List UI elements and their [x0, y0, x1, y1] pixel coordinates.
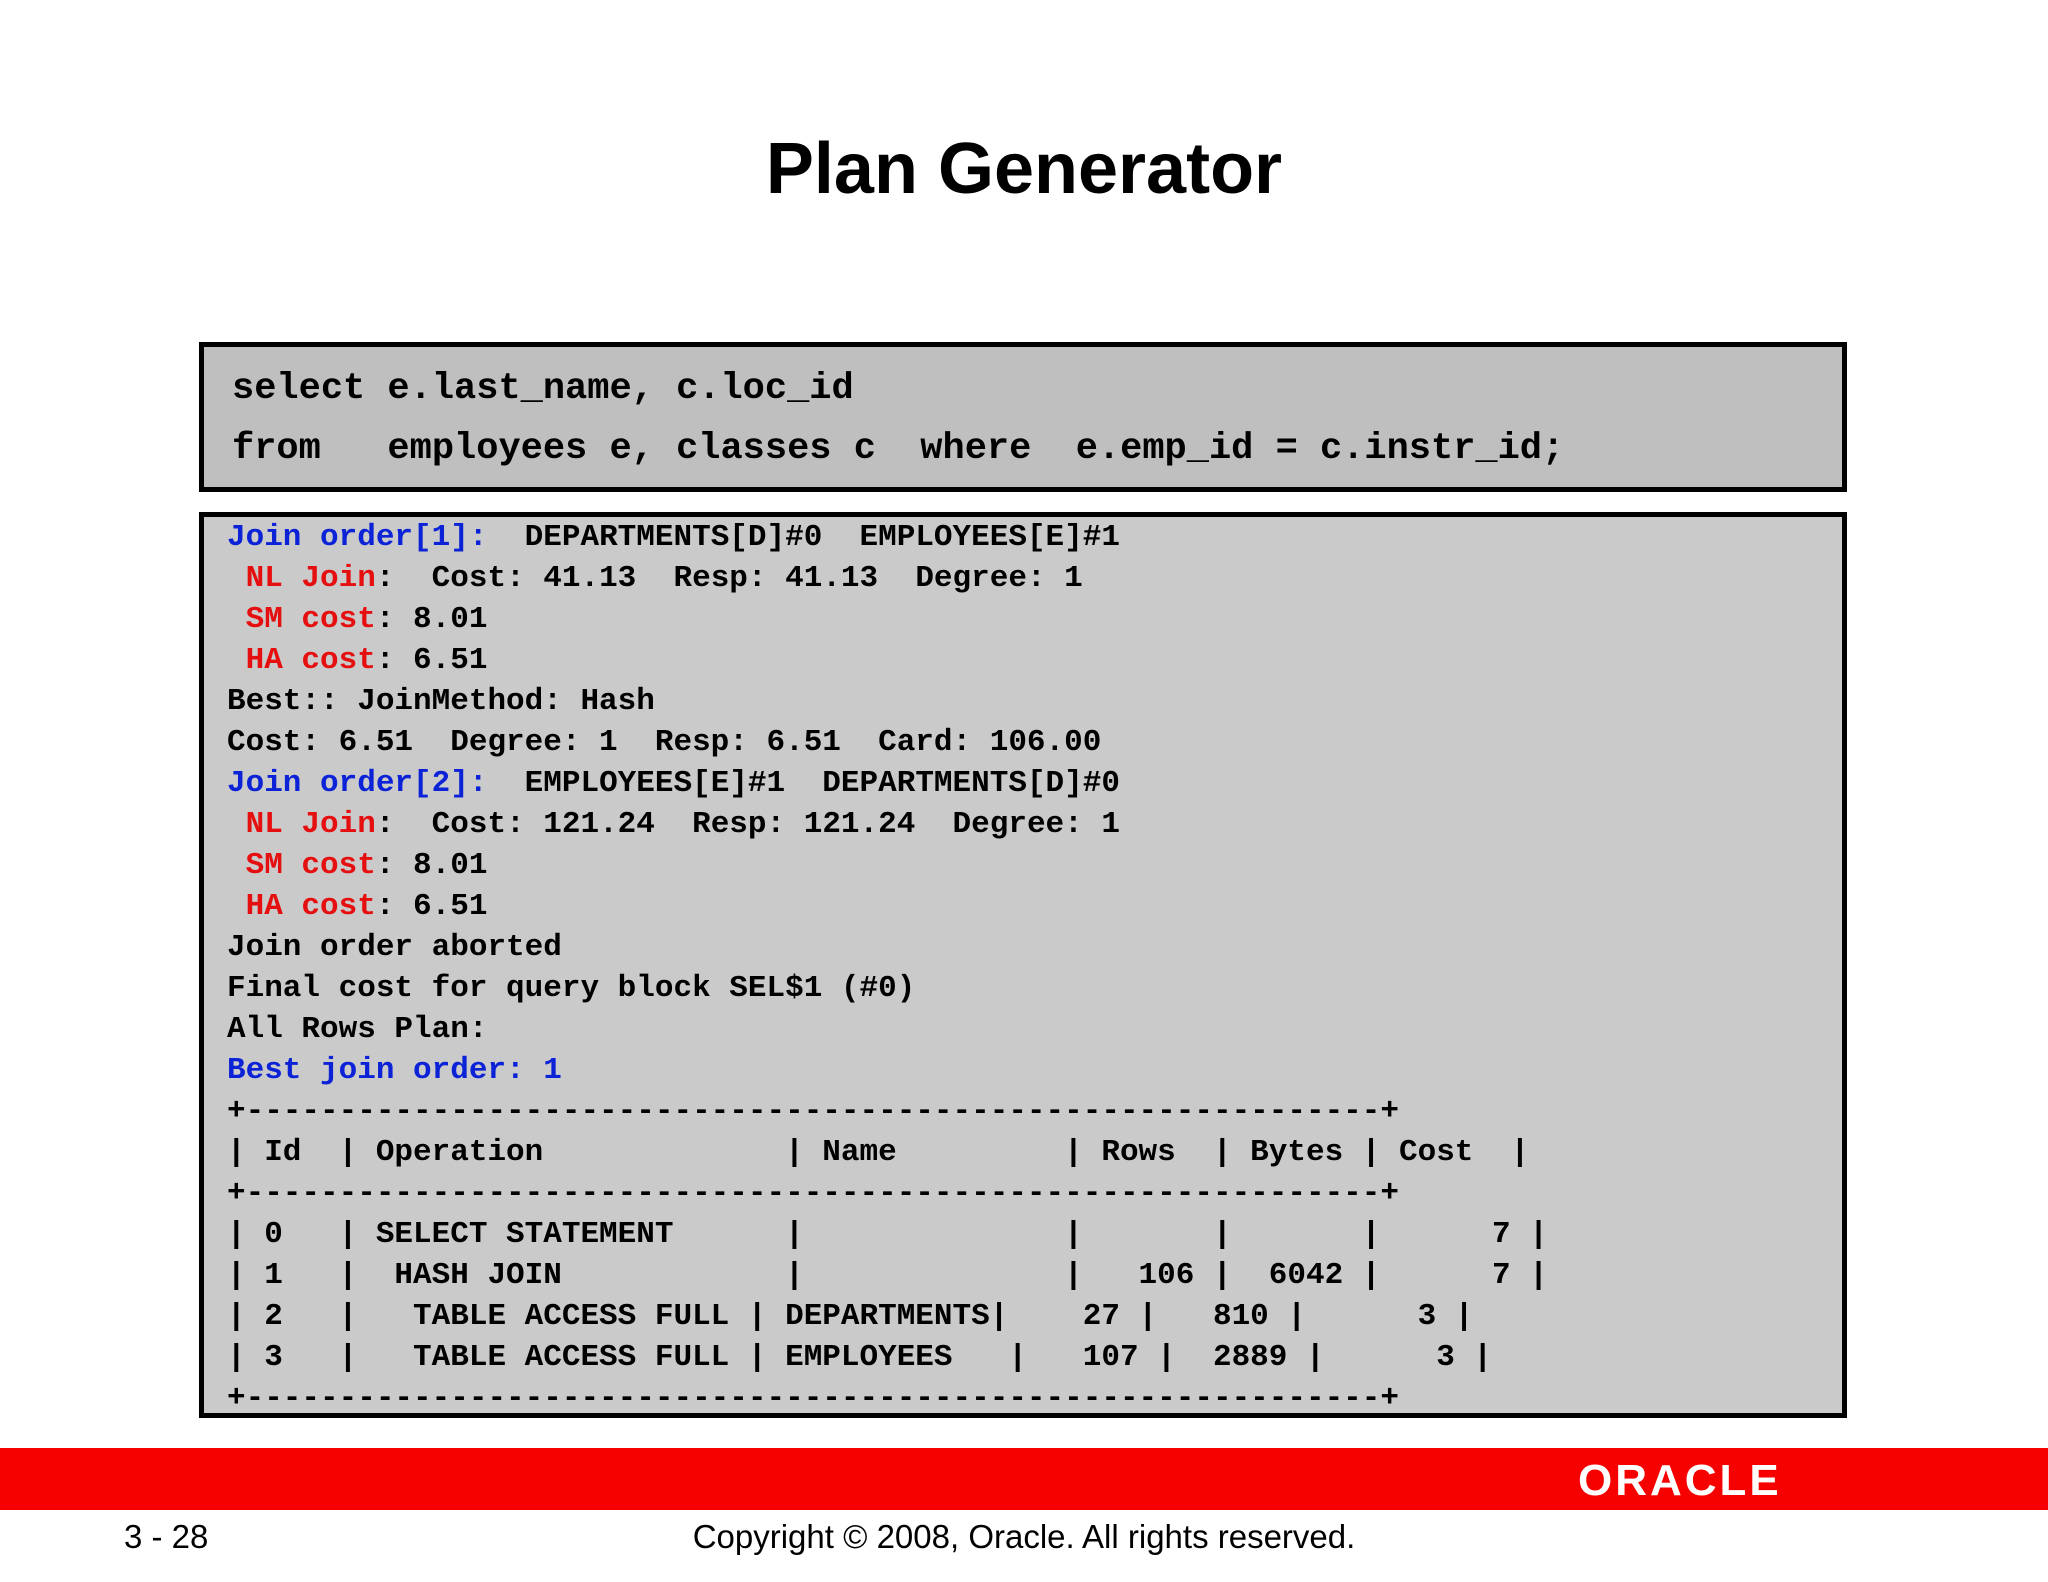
trace-sm-cost-1	[227, 602, 487, 638]
nl-join-label: NL Join	[245, 561, 376, 596]
ha-cost-label: HA cost	[245, 643, 376, 678]
plan-table-border-bottom: +-------------------------------------------------------------+	[227, 1381, 1399, 1416]
ha-cost-value: : 6.51	[375, 643, 488, 678]
plan-table-row: | 1 | HASH JOIN | | 106 | 6042 | 7 |	[227, 1258, 1548, 1293]
nl-join-detail: : Cost: 121.24 Resp: 121.24 Degree: 1	[375, 807, 1120, 842]
trace-nl-join-1	[227, 561, 1083, 597]
trace-aborted: Join order aborted	[227, 930, 562, 965]
sm-cost-value: : 8.01	[375, 602, 488, 637]
join-order-2-tables: EMPLOYEES[E]#1 DEPARTMENTS[D]#0	[487, 766, 1120, 801]
optimizer-trace-box	[199, 512, 1847, 1418]
ha-cost-label: HA cost	[245, 889, 376, 924]
trace-best-cost: Cost: 6.51 Degree: 1 Resp: 6.51 Card: 106.00	[227, 725, 1102, 760]
ha-cost-value: : 6.51	[375, 889, 488, 924]
sm-cost-label: SM cost	[245, 848, 376, 883]
slide-number: 3 - 28	[124, 1518, 209, 1555]
plan-table-row: | 0 | SELECT STATEMENT | | | | 7 |	[227, 1217, 1548, 1252]
join-order-1-header: Join order[1]:	[227, 520, 488, 555]
oracle-logo	[1578, 1455, 1838, 1503]
plan-table-header: | Id | Operation | Name | Rows | Bytes | Cost |	[227, 1135, 1530, 1170]
sql-query-box	[199, 342, 1847, 492]
trace-ha-cost-1	[227, 643, 487, 679]
sm-cost-label: SM cost	[245, 602, 376, 637]
nl-join-detail: : Cost: 41.13 Resp: 41.13 Degree: 1	[375, 561, 1083, 596]
trace-best-method: Best:: JoinMethod: Hash	[227, 684, 655, 719]
join-order-1-tables: DEPARTMENTS[D]#0 EMPLOYEES[E]#1	[487, 520, 1120, 555]
plan-table-border-top: +-------------------------------------------------------------+	[227, 1094, 1399, 1129]
query-line-2: from employees e, classes c where e.emp_id = c.instr_id;	[232, 428, 1565, 470]
slide-title: Plan Generator	[765, 129, 1283, 209]
trace-nl-join-2	[227, 807, 1120, 843]
trace-ha-cost-2	[227, 889, 487, 925]
plan-table-border-mid: +-------------------------------------------------------------+	[227, 1176, 1399, 1211]
plan-table-row: | 3 | TABLE ACCESS FULL | EMPLOYEES | 107 | 2889 | 3 |	[227, 1340, 1493, 1375]
oracle-logo-text: ORACLE	[1578, 1456, 1782, 1503]
plan-table-row: | 2 | TABLE ACCESS FULL | DEPARTMENTS| 27 | 810 | 3 |	[227, 1299, 1474, 1334]
trace-join-order-2	[227, 766, 1120, 802]
trace-sm-cost-2	[227, 848, 487, 884]
nl-join-label: NL Join	[245, 807, 376, 842]
query-line-1: select e.last_name, c.loc_id	[232, 368, 854, 410]
trace-all-rows-plan: All Rows Plan:	[227, 1012, 488, 1047]
copyright-notice: Copyright © 2008, Oracle. All rights reserved.	[692, 1518, 1356, 1555]
trace-final-cost: Final cost for query block SEL$1 (#0)	[227, 971, 916, 1006]
join-order-2-header: Join order[2]:	[227, 766, 488, 801]
trace-best-join-order: Best join order: 1	[227, 1053, 562, 1088]
trace-join-order-1	[227, 520, 1120, 556]
sm-cost-value: : 8.01	[375, 848, 488, 883]
